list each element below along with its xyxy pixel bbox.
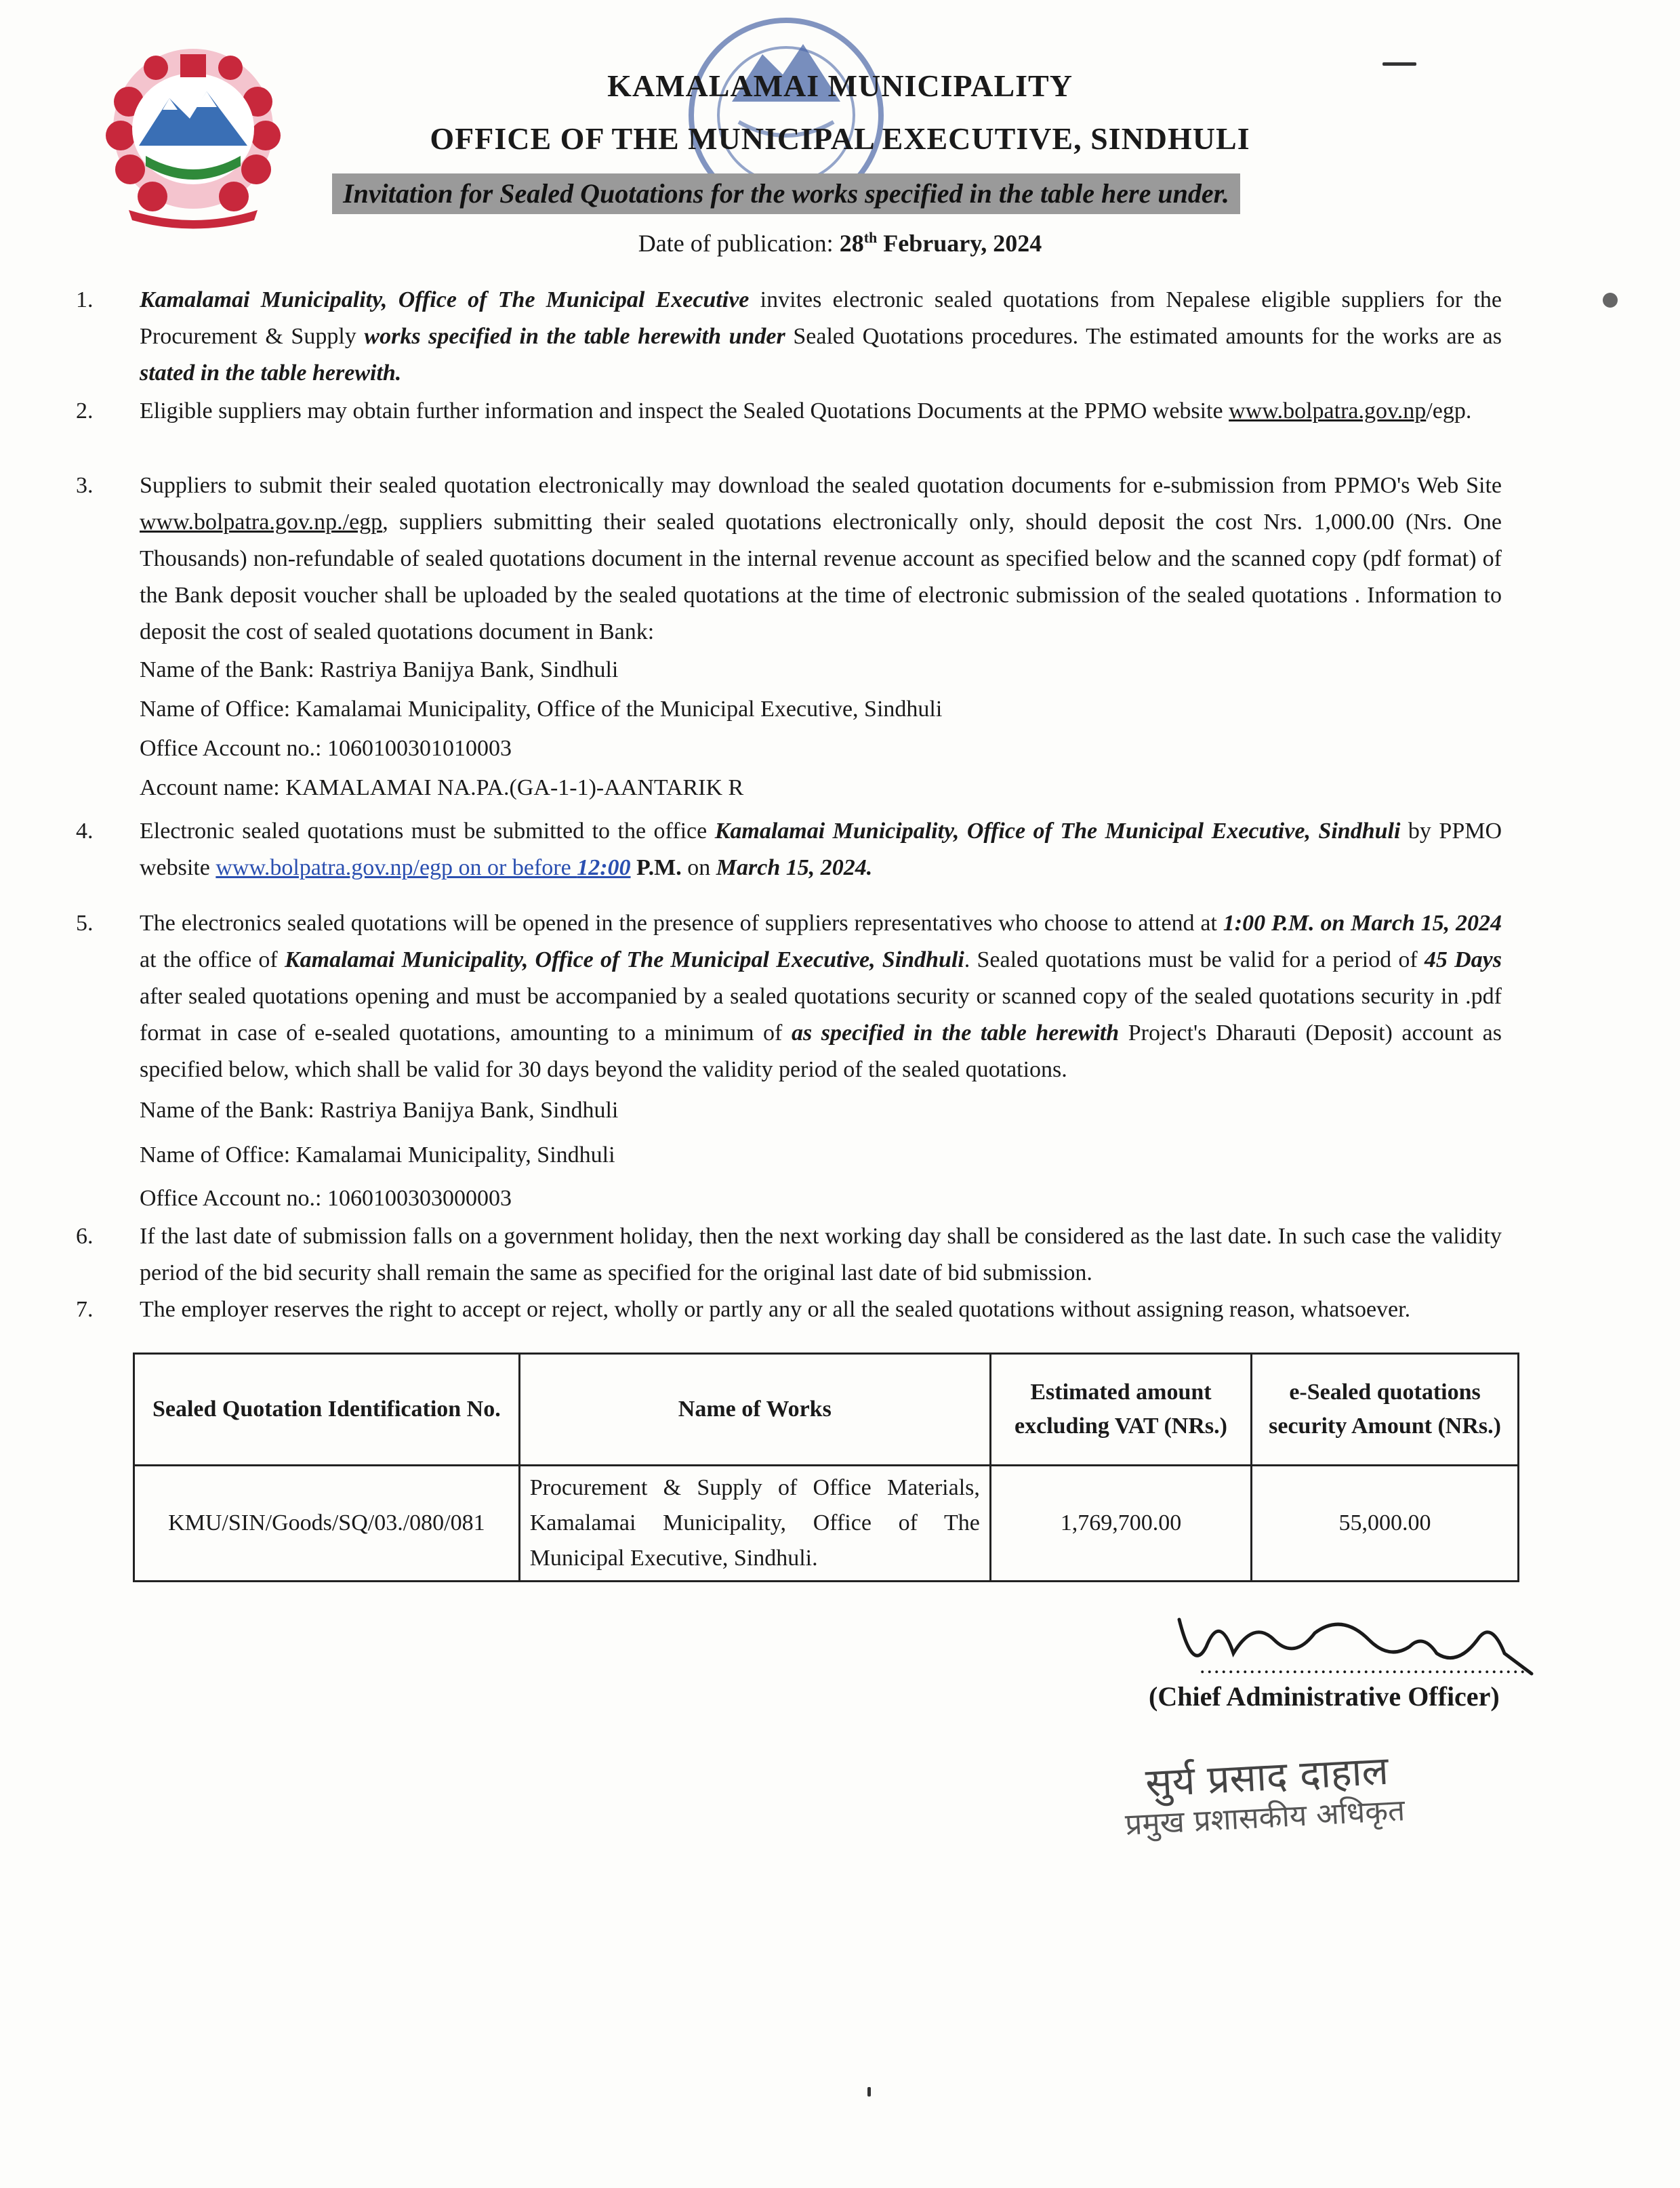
paragraph-6: If the last date of submission falls on a government holiday, then the next working day shall be considered as the last date. In such case the validity period of the bid security shall remain the same as specified for the original last date of bid submission. xyxy=(140,1224,1502,1285)
publication-date-label: Date of publication: xyxy=(638,230,840,257)
scan-speck xyxy=(1382,62,1416,66)
paragraph-2: Eligible suppliers may obtain further information and inspect the Sealed Quotations Documents at the PPMO website www.bolpatra.gov.np/egp. xyxy=(140,398,1472,424)
header-name-of-works: Name of Works xyxy=(519,1354,990,1466)
cell-security-amount: 55,000.00 xyxy=(1252,1466,1519,1582)
table-header-row xyxy=(134,1354,1519,1466)
publication-date xyxy=(0,229,1680,257)
publication-day: 28 xyxy=(839,230,864,257)
header-security-amount: e-Sealed quotations security Amount (NRs.) xyxy=(1252,1354,1519,1466)
item-number: 5. xyxy=(76,911,94,936)
item-number: 6. xyxy=(76,1224,94,1249)
account-name: Account name: KAMALAMAI NA.PA.(GA-1-1)-AANTARIK R xyxy=(140,775,744,800)
municipality-name: KAMALAMAI MUNICIPALITY xyxy=(607,68,1073,103)
header-estimated-amount: Estimated amount excluding VAT (NRs.) xyxy=(990,1354,1251,1466)
paragraph-5: The electronics sealed quotations will be opened in the presence of suppliers representatives who choose to attend at 1:00 P.M. on March 15, 2024 at the office of Kamalamai Municipality, Office of The Municipal Executive, Sindhuli. Sealed quotations must be valid for a period of 45 Days after sealed quotations opening and must be accompanied by a sealed quotations security or scanned copy of the sealed quotations security in .pdf format in case of e-sealed quotations, amounting to a minimum of as specified in the table herewith Project's Dharauti (Deposit) account as specified below, which shall be valid for 30 days beyond the validity period of the sealed quotations. xyxy=(140,911,1502,1082)
publication-day-suffix: th xyxy=(863,229,878,246)
works-table xyxy=(133,1353,1519,1582)
item-number: 4. xyxy=(76,819,94,844)
deposit-office-name: Name of Office: Kamalamai Municipality, Sindhuli xyxy=(140,1142,615,1168)
item-number: 2. xyxy=(76,398,94,424)
publication-month-year: February, 2024 xyxy=(877,230,1042,257)
invitation-banner: Invitation for Sealed Quotations for the works specified in the table here under. xyxy=(332,173,1240,214)
office-name: OFFICE OF THE MUNICIPAL EXECUTIVE, SINDHULI xyxy=(430,121,1250,156)
stamp-name: सुर्य प्रसाद दाहाल xyxy=(1144,1747,1390,1807)
paragraph-1: Kamalamai Municipality, Office of The Municipal Executive invites electronic sealed quotations from Nepalese eligible suppliers for the Procurement & Supply works specified in the table herewith under Sealed Quotations procedures. The estimated amounts for the works are as stated in the table herewith. xyxy=(140,287,1502,386)
item-number: 7. xyxy=(76,1297,94,1322)
cell-name-of-works: Procurement & Supply of Office Materials, Kamalamai Municipality, Office of The Municipal Executive, Sindhuli. xyxy=(519,1466,990,1582)
deposit-account-number: Office Account no.: 1060100303000003 xyxy=(140,1186,512,1211)
bank-name: Name of the Bank: Rastriya Banijya Bank, Sindhuli xyxy=(140,657,619,682)
cell-identification-no: KMU/SIN/Goods/SQ/03./080/081 xyxy=(134,1466,520,1582)
office-name-line: Name of Office: Kamalamai Municipality, Office of the Municipal Executive, Sindhuli xyxy=(140,697,943,722)
stamp-title: प्रमुख प्रशासकीय अधिकृत xyxy=(1124,1793,1406,1842)
signatory-role: (Chief Administrative Officer) xyxy=(1149,1681,1500,1712)
paragraph-7: The employer reserves the right to accept or reject, wholly or partly any or all the sealed quotations without assigning reason, whatsoever. xyxy=(140,1297,1411,1322)
deposit-bank-name: Name of the Bank: Rastriya Banijya Bank, Sindhuli xyxy=(140,1098,619,1123)
paragraph-4: Electronic sealed quotations must be submitted to the office Kamalamai Municipality, Office of The Municipal Executive, Sindhuli by PPMO website www.bolpatra.gov.np/egp on or before 12:00 P.M. on March 15, 2024. xyxy=(140,819,1502,880)
scan-speck xyxy=(867,2087,871,2097)
cell-estimated-amount: 1,769,700.00 xyxy=(990,1466,1251,1582)
ppmo-egp-link[interactable]: www.bolpatra.gov.np./egp xyxy=(140,510,383,535)
office-account-number: Office Account no.: 1060100301010003 xyxy=(140,736,512,761)
signature-line: ............................................... xyxy=(1200,1653,1534,1678)
header-identification-no: Sealed Quotation Identification No. xyxy=(134,1354,520,1466)
submission-link[interactable]: www.bolpatra.gov.np/egp on or before 12:00 xyxy=(216,855,631,880)
item-number: 3. xyxy=(76,473,94,498)
scan-speck xyxy=(1603,293,1618,308)
item-number: 1. xyxy=(76,287,94,312)
paragraph-3: Suppliers to submit their sealed quotation electronically may download the sealed quotation documents for e-submission from PPMO's Web Site www.bolpatra.gov.np./egp, suppliers submitting their sealed quotations electronically only, should deposit the cost Nrs. 1,000.00 (Nrs. One Thousands) non-refundable of sealed quotations document in the internal revenue account as specified below and the scanned copy (pdf format) of the Bank deposit voucher shall be uploaded by the sealed quotations at the time of electronic submission of the sealed quotations . Information to deposit the cost of sealed quotations document in Bank: xyxy=(140,473,1502,644)
ppmo-website-link[interactable]: www.bolpatra.gov.np xyxy=(1229,398,1427,424)
table-row xyxy=(134,1466,1519,1582)
